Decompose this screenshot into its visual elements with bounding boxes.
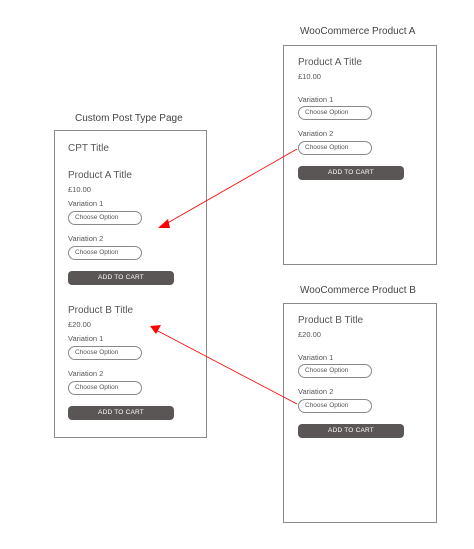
cpt-title: CPT Title — [68, 143, 109, 154]
cpt-caption: Custom Post Type Page — [75, 113, 183, 124]
woo-a-variation-2-label: Variation 2 — [298, 129, 334, 138]
cpt-product-a-variation-2-label: Variation 2 — [68, 234, 104, 243]
cpt-product-b-variation-2-label: Variation 2 — [68, 369, 104, 378]
woo-a-variation-2-select[interactable]: Choose Option — [298, 141, 372, 155]
cpt-product-a-variation-2-select[interactable]: Choose Option — [68, 246, 142, 260]
woo-b-variation-1-select[interactable]: Choose Option — [298, 364, 372, 378]
cpt-product-b-variation-2-select[interactable]: Choose Option — [68, 381, 142, 395]
cpt-product-a-price: £10.00 — [68, 185, 91, 194]
cpt-product-a-variation-1-label: Variation 1 — [68, 199, 104, 208]
woo-b-add-to-cart-button[interactable]: ADD TO CART — [298, 424, 404, 438]
woo-a-add-to-cart-button[interactable]: ADD TO CART — [298, 166, 404, 180]
cpt-product-a-add-to-cart-button[interactable]: ADD TO CART — [68, 271, 174, 285]
arrow-head-b — [150, 325, 161, 334]
cpt-product-b-variation-1-select[interactable]: Choose Option — [68, 346, 142, 360]
woo-a-variation-1-label: Variation 1 — [298, 95, 334, 104]
woo-a-variation-1-select[interactable]: Choose Option — [298, 106, 372, 120]
arrow-line-b — [156, 330, 297, 404]
woo-a-product-price: £10.00 — [298, 72, 321, 81]
woo-b-variation-2-select[interactable]: Choose Option — [298, 399, 372, 413]
woo-b-product-title: Product B Title — [298, 315, 364, 326]
arrow-head-a — [158, 219, 170, 228]
cpt-product-b-variation-1-label: Variation 1 — [68, 334, 104, 343]
woo-a-product-title: Product A Title — [298, 57, 362, 68]
cpt-product-a-variation-1-select[interactable]: Choose Option — [68, 211, 142, 225]
cpt-product-b-title: Product B Title — [68, 305, 134, 316]
woo-b-variation-2-label: Variation 2 — [298, 387, 334, 396]
woo-b-caption: WooCommerce Product B — [300, 285, 416, 296]
cpt-product-b-price: £20.00 — [68, 320, 91, 329]
cpt-product-a-title: Product A Title — [68, 170, 132, 181]
woo-b-variation-1-label: Variation 1 — [298, 353, 334, 362]
woo-a-caption: WooCommerce Product A — [300, 26, 416, 37]
arrow-line-a — [164, 149, 297, 225]
cpt-product-b-add-to-cart-button[interactable]: ADD TO CART — [68, 406, 174, 420]
woo-b-product-price: £20.00 — [298, 330, 321, 339]
